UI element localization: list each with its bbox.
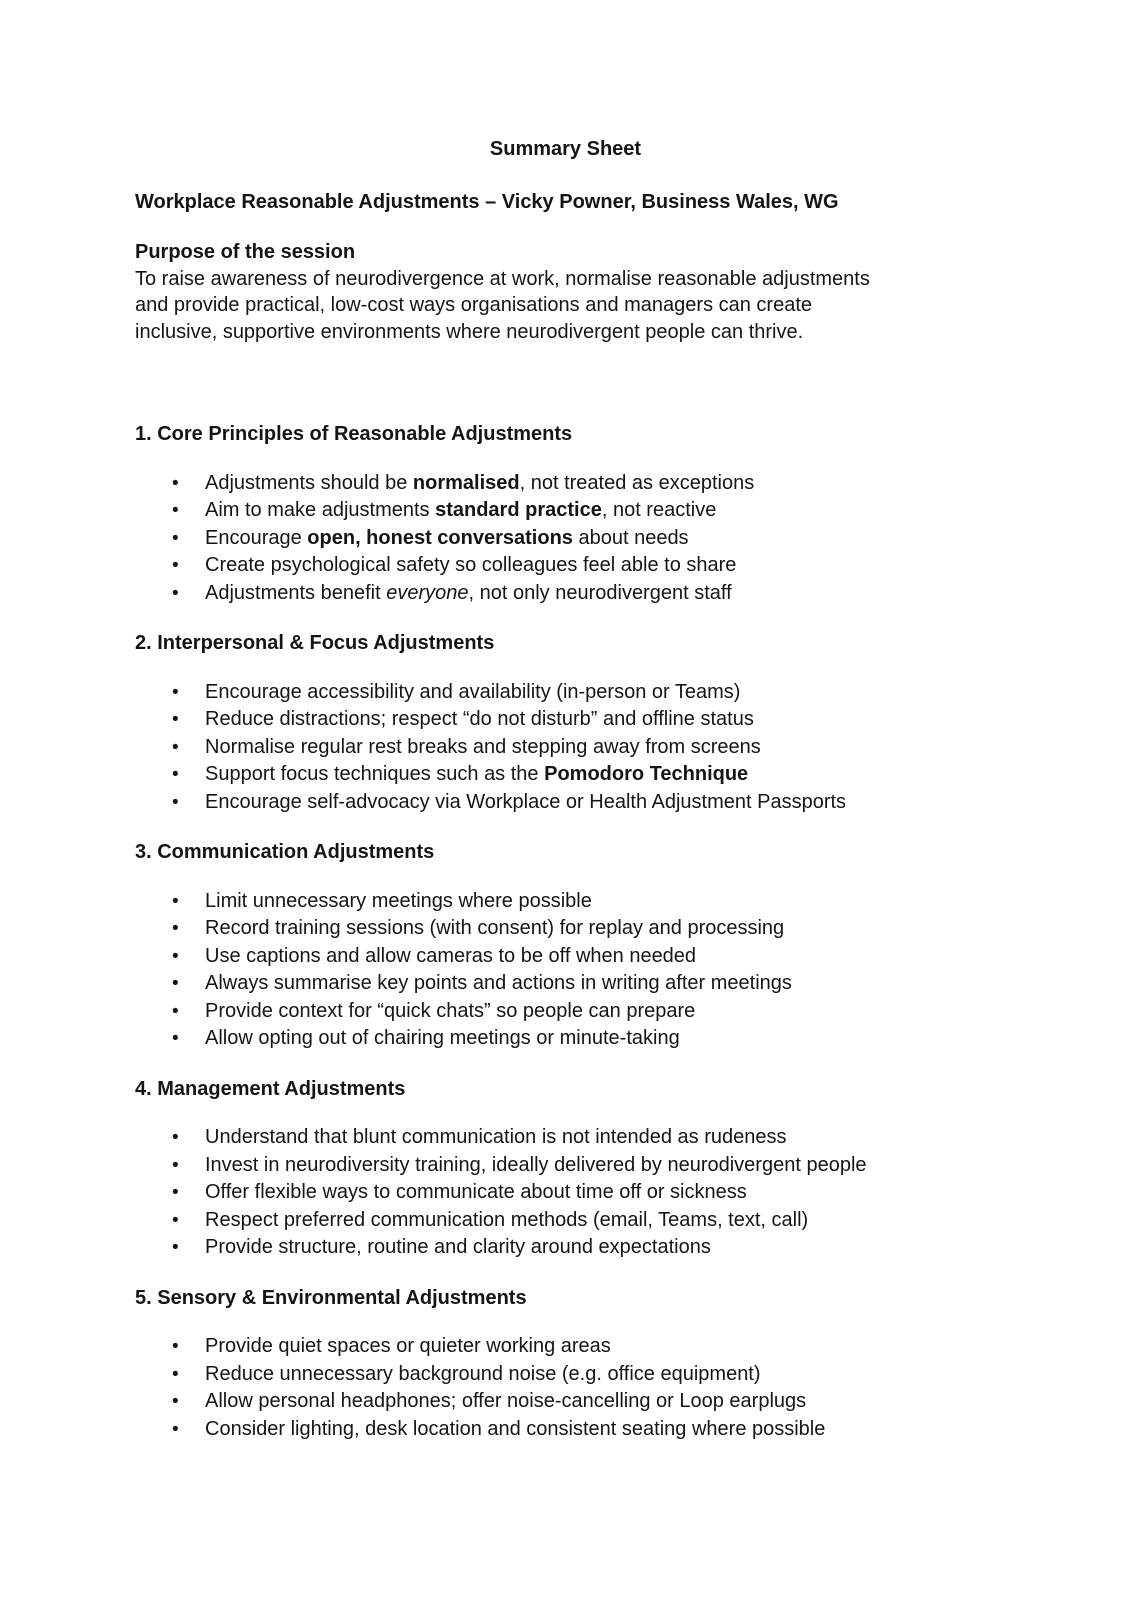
bullet-list: [135, 1333, 1021, 1443]
bullet-item: [135, 1124, 1021, 1152]
bullet-icon: •: [172, 1028, 179, 1049]
bullet-text: Consider lighting, desk location and consistent seating where possible: [205, 1417, 826, 1440]
purpose-paragraph: [135, 266, 1021, 346]
bullet-icon: •: [172, 764, 179, 785]
bullet-item: [135, 679, 1021, 707]
bullet-list: [135, 888, 1021, 1053]
bullet-icon: •: [172, 582, 179, 604]
section-heading: 3. Communication Adjustments: [135, 841, 435, 863]
bullet-item: [135, 888, 1021, 916]
bullet-icon: •: [172, 945, 179, 967]
bullet-icon: •: [172, 472, 179, 494]
bullet-item: [135, 789, 1021, 817]
bullet-item: [135, 734, 1021, 762]
bullet-icon: •: [172, 973, 179, 994]
bullet-text: Provide context for “quick chats” so people can prepare: [205, 999, 696, 1022]
section-heading: 5. Sensory & Environmental Adjustments: [135, 1286, 527, 1309]
bullet-text: Reduce unnecessary background noise (e.g. office equipment): [205, 1362, 761, 1385]
bullet-text: Support focus techniques such as the Pomodoro Technique: [205, 763, 749, 785]
bullet-item: [135, 525, 1021, 553]
section-heading: 2. Interpersonal & Focus Adjustments: [135, 632, 495, 654]
bullet-text: Allow personal headphones; offer noise-cancelling or Loop earplugs: [205, 1390, 807, 1412]
bullet-text: Always summarise key points and actions in writing after meetings: [205, 972, 792, 994]
bullet-item: [135, 1333, 1021, 1361]
bullet-text: Encourage open, honest conversations about needs: [205, 526, 689, 549]
bullet-icon: •: [172, 527, 179, 549]
bullet-text: Use captions and allow cameras to be off when needed: [205, 944, 697, 967]
bullet-text: Understand that blunt communication is not intended as rudeness: [205, 1126, 787, 1148]
bullet-item: [135, 761, 1021, 789]
section-heading: 1. Core Principles of Reasonable Adjustments: [135, 423, 573, 445]
bullet-item: [135, 1207, 1021, 1235]
bullet-item: [135, 580, 1021, 608]
bullet-text: Normalise regular rest breaks and stepping away from screens: [205, 735, 761, 758]
bullet-icon: •: [172, 1000, 179, 1022]
bullet-item: [135, 970, 1021, 998]
purpose-line: To raise awareness of neurodivergence at work, normalise reasonable adjustments: [135, 267, 870, 290]
section-heading: 4. Management Adjustments: [135, 1077, 406, 1100]
bullet-icon: •: [172, 709, 179, 730]
bullet-item: [135, 1234, 1021, 1262]
bullet-text: Adjustments should be normalised, not treated as exceptions: [205, 471, 755, 494]
bullet-text: Invest in neurodiversity training, ideally delivered by neurodivergent people: [205, 1153, 867, 1176]
sections: [135, 421, 1021, 1443]
bullet-item: [135, 706, 1021, 734]
bullet-item: [135, 1179, 1021, 1207]
bullet-item: [135, 552, 1021, 580]
bullet-item: [135, 998, 1021, 1026]
bullet-icon: •: [172, 1418, 179, 1440]
bullet-icon: •: [172, 681, 179, 703]
bullet-text: Adjustments benefit everyone, not only neurodivergent staff: [205, 581, 732, 604]
bullet-text: Offer flexible ways to communicate about time off or sickness: [205, 1181, 747, 1203]
bullet-icon: •: [172, 890, 179, 912]
bullet-text: Limit unnecessary meetings where possible: [205, 889, 592, 912]
bullet-text: Reduce distractions; respect “do not disturb” and offline status: [205, 708, 754, 730]
bullet-list: [135, 470, 1021, 608]
bullet-icon: •: [172, 1127, 179, 1148]
purpose-heading: Purpose of the session: [135, 241, 356, 263]
bullet-list: [135, 679, 1021, 817]
document-subtitle: Workplace Reasonable Adjustments – Vicky Powner, Business Wales, WG: [135, 190, 839, 213]
bullet-icon: •: [172, 1237, 179, 1258]
bullet-item: [135, 1416, 1021, 1444]
bullet-text: Encourage accessibility and availability (in-person or Teams): [205, 680, 741, 703]
bullet-text: Create psychological safety so colleagues feel able to share: [205, 554, 737, 576]
bullet-icon: •: [172, 1209, 179, 1231]
bullet-icon: •: [172, 555, 179, 576]
bullet-item: [135, 915, 1021, 943]
bullet-item: [135, 943, 1021, 971]
bullet-text: Provide quiet spaces or quieter working areas: [205, 1335, 611, 1357]
bullet-icon: •: [172, 500, 179, 521]
bullet-icon: •: [172, 918, 179, 939]
bullet-item: [135, 1388, 1021, 1416]
bullet-icon: •: [172, 1336, 179, 1357]
bullet-icon: •: [172, 1391, 179, 1412]
bullet-icon: •: [172, 1182, 179, 1203]
bullet-text: Aim to make adjustments standard practice, not reactive: [205, 499, 717, 521]
bullet-list: [135, 1124, 1021, 1262]
bullet-text: Respect preferred communication methods (email, Teams, text, call): [205, 1208, 809, 1231]
document-title: Summary Sheet: [489, 138, 642, 160]
purpose-line: and provide practical, low-cost ways organisations and managers can create: [135, 294, 813, 316]
bullet-text: Record training sessions (with consent) for replay and processing: [205, 917, 785, 939]
bullet-item: [135, 1025, 1021, 1053]
bullet-item: [135, 1152, 1021, 1180]
bullet-icon: •: [172, 1363, 179, 1385]
bullet-text: Encourage self-advocacy via Workplace or Health Adjustment Passports: [205, 790, 847, 813]
purpose-line: inclusive, supportive environments where neurodivergent people can thrive.: [135, 320, 804, 343]
bullet-item: [135, 1361, 1021, 1389]
bullet-item: [135, 497, 1021, 525]
bullet-icon: •: [172, 1154, 179, 1176]
bullet-text: Provide structure, routine and clarity around expectations: [205, 1236, 711, 1258]
bullet-item: [135, 470, 1021, 498]
bullet-text: Allow opting out of chairing meetings or minute-taking: [205, 1027, 680, 1049]
bullet-icon: •: [172, 791, 179, 813]
bullet-icon: •: [172, 736, 179, 758]
